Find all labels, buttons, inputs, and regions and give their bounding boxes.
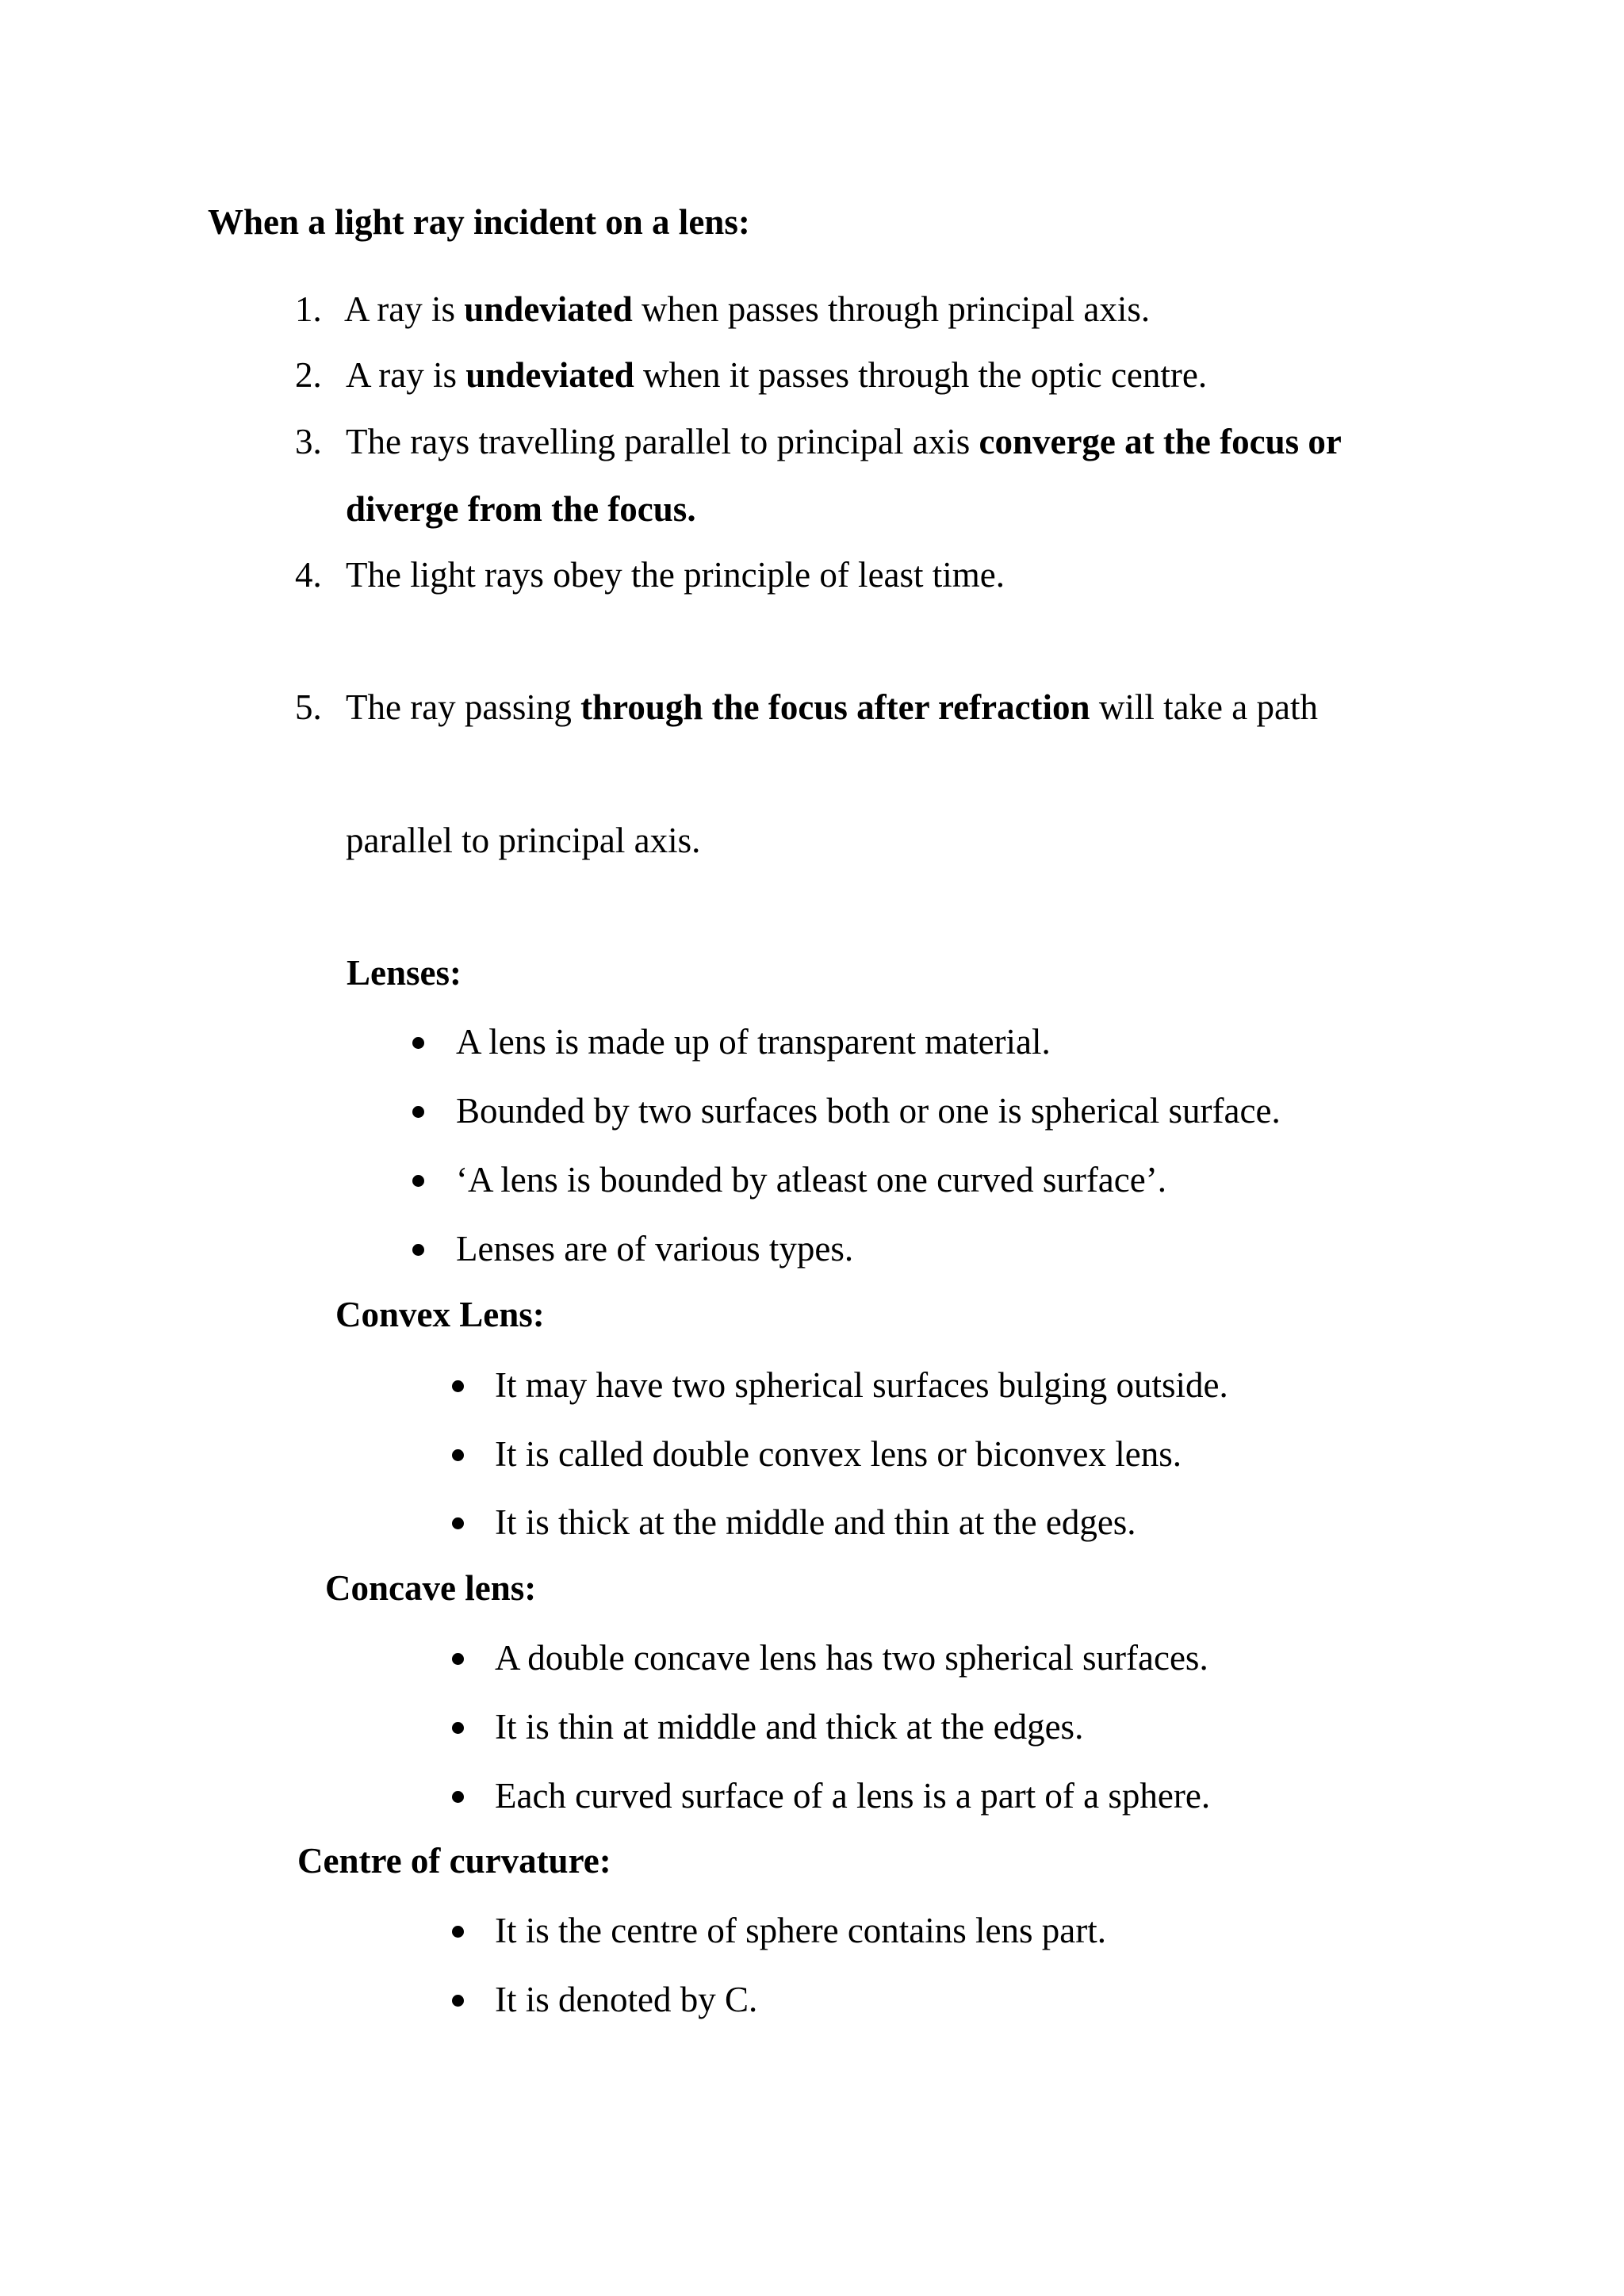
rule-5-line-2: parallel to principal axis. (346, 821, 701, 860)
concave-heading: Concave lens: (325, 1568, 537, 1608)
rule-5-line-1: The ray passing through the focus after refraction will take a path (346, 687, 1318, 727)
convex-heading: Convex Lens: (335, 1295, 545, 1334)
bullet-icon (452, 1653, 464, 1665)
bullet-icon (452, 1449, 464, 1461)
concave-item: It is thin at middle and thick at the edges. (495, 1707, 1084, 1747)
rule-3-line-1: The rays travelling parallel to principal axis converge at the focus or (346, 422, 1342, 461)
convex-item: It may have two spherical surfaces bulging outside. (495, 1365, 1228, 1405)
bullet-icon (452, 1926, 464, 1938)
curvature-item: It is the centre of sphere contains lens part. (495, 1911, 1106, 1950)
bullet-icon (452, 1517, 464, 1529)
rule-number: 1. (295, 289, 322, 329)
lenses-heading: Lenses: (347, 953, 462, 993)
bullet-icon (412, 1175, 424, 1187)
bullet-icon (452, 1722, 464, 1734)
lenses-item: ‘A lens is bounded by atleast one curved surface’. (456, 1160, 1166, 1200)
curvature-heading: Centre of curvature: (297, 1841, 611, 1881)
rule-number: 5. (295, 687, 322, 727)
bullet-icon (452, 1791, 464, 1803)
bullet-icon (412, 1037, 424, 1049)
rule-3-line-2: diverge from the focus. (346, 489, 696, 529)
lenses-item: Lenses are of various types. (456, 1229, 854, 1269)
curvature-item: It is denoted by C. (495, 1980, 758, 2019)
intro-heading: When a light ray incident on a lens: (208, 202, 750, 242)
concave-item: Each curved surface of a lens is a part of a sphere. (495, 1776, 1211, 1816)
bullet-icon (452, 1995, 464, 2007)
rule-2-line: A ray is undeviated when it passes through the optic centre. (346, 355, 1208, 395)
bullet-icon (452, 1380, 464, 1392)
rule-number: 3. (295, 422, 322, 461)
concave-item: A double concave lens has two spherical surfaces. (495, 1638, 1208, 1678)
convex-item: It is called double convex lens or biconvex lens. (495, 1434, 1182, 1474)
rule-number: 4. (295, 555, 322, 595)
rule-1-line: A ray is undeviated when passes through principal axis. (344, 289, 1151, 329)
bullet-icon (412, 1106, 424, 1118)
rule-4-line: The light rays obey the principle of least time. (346, 555, 1005, 595)
rule-number: 2. (295, 355, 322, 395)
convex-item: It is thick at the middle and thin at the edges. (495, 1502, 1136, 1542)
bullet-icon (412, 1244, 424, 1256)
lenses-item: Bounded by two surfaces both or one is spherical surface. (456, 1091, 1281, 1131)
lenses-item: A lens is made up of transparent material. (456, 1022, 1051, 1062)
